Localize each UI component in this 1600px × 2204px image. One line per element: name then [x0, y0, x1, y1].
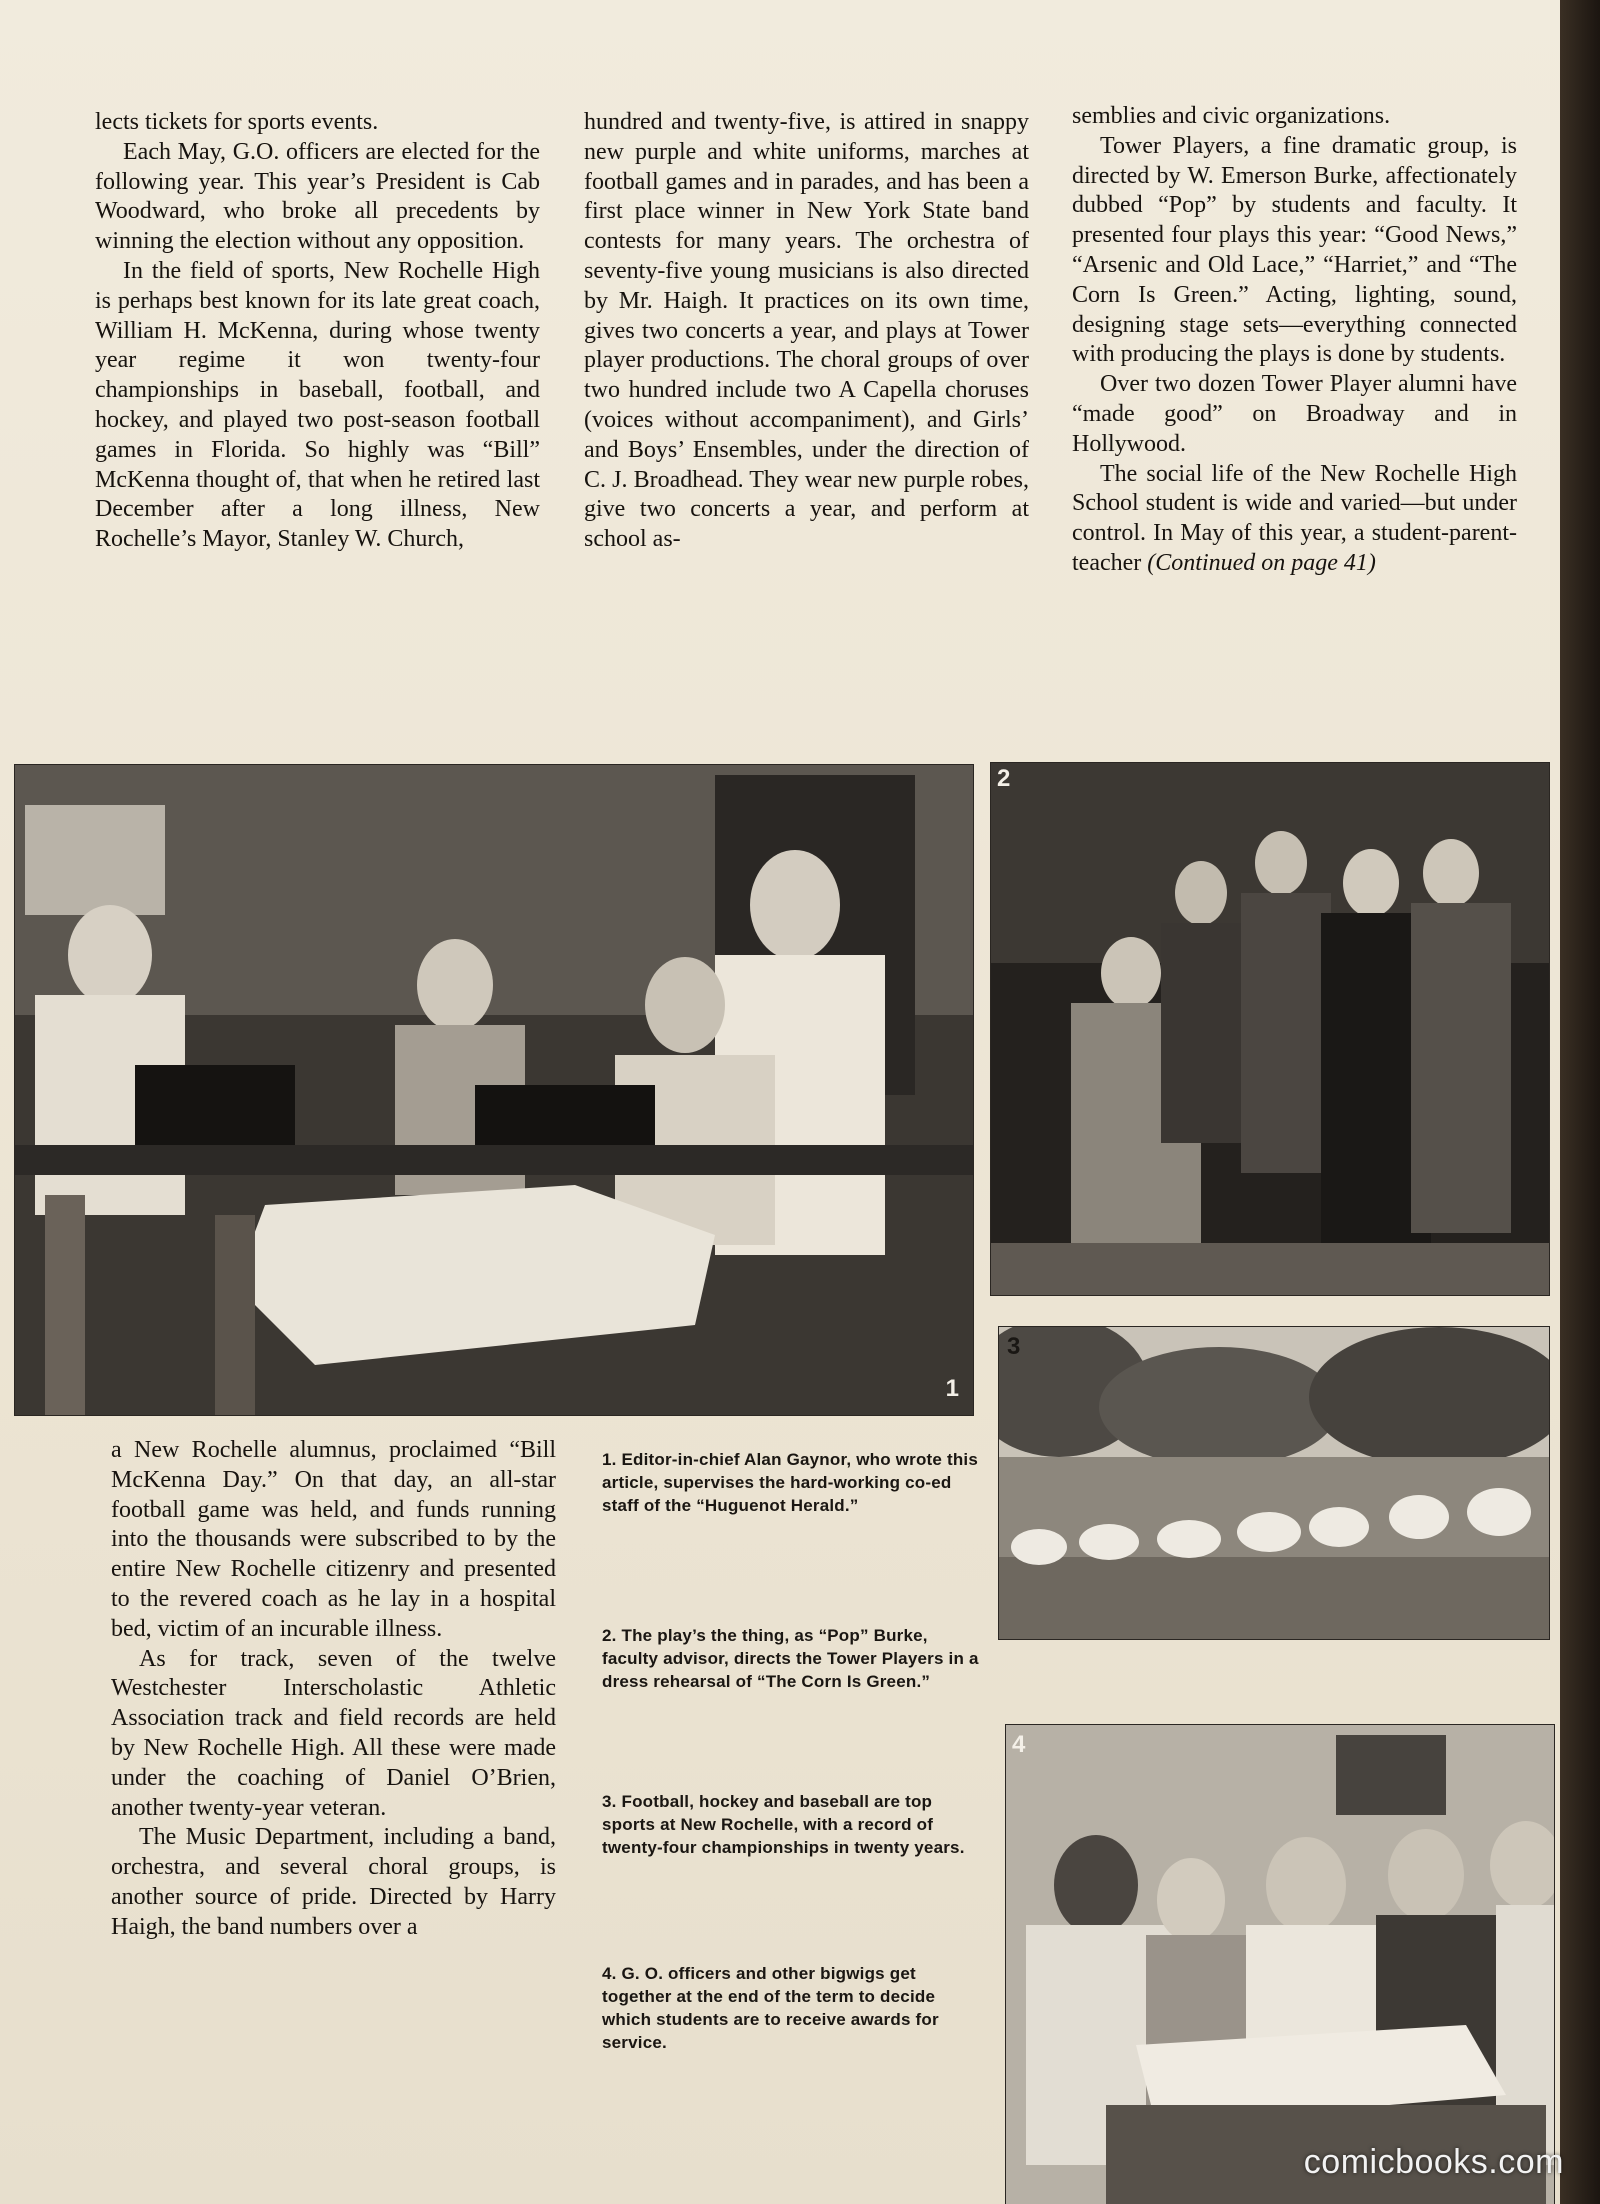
photo-caption-3: 3. Football, hockey and baseball are top sports at New Rochelle, with a record of twenty-four championships in twenty years.: [602, 1792, 965, 1857]
article-paragraph: a New Rochelle alumnus, proclaimed “Bill McKenna Day.” On that day, an all-star football game was held, and funds running into the thousands were subscribed to by the entire New Rochelle citizenry and presented to the revered coach as he lay in a hospital bed, victim of an incurable illness.: [111, 1437, 556, 1642]
photo-number: 4: [1012, 1731, 1026, 1758]
article-paragraph: Each May, G.O. officers are elected for the following year. This year’s President is Cab Woodward, who broke all precedents by winning the election without any opposition.: [95, 138, 540, 255]
photo-newspaper-staff: [14, 764, 974, 1416]
photo-number: 2: [997, 765, 1011, 792]
photo-caption-4: 4. G. O. officers and other bigwigs get together at the end of the term to decide which students are to receive awards for service.: [602, 1964, 939, 2052]
photo-number: 1: [945, 1375, 959, 1402]
article-paragraph: The social life of the New Rochelle High School student is wide and varied—but under control. In May of this year, a student-parent-teacher (Continued on page 41): [1072, 460, 1517, 576]
article-paragraph: Over two dozen Tower Player alumni have “made good” on Broadway and in Hollywood.: [1072, 371, 1517, 457]
photo-number: 3: [1007, 1333, 1021, 1360]
site-watermark: comicbooks.com: [1303, 2143, 1564, 2181]
article-paragraph: hundred and twenty-five, is attired in snappy new purple and white uniforms, marches at football games and in parades, and has been a first place winner in New York State band contests for many years. The orchestra of seventy-five young musicians is also directed by Mr. Haigh. It practices on its own time, gives two concerts a year, and plays at Tower player productions. The choral groups of over two hundred include two A Capella choruses (voices without accompaniment), and Girls’ and Boys’ Ensembles, under the direction of C. J. Broadhead. They wear new purple robes, give two concerts a year, and perform at school as-: [584, 109, 1029, 553]
article-column-3: [1072, 102, 1517, 579]
photo-caption-1: 1. Editor-in-chief Alan Gaynor, who wrote this article, supervises the hard-working co-ed staff of the “Huguenot Herald.”: [602, 1450, 978, 1515]
article-paragraph: lects tickets for sports events.: [95, 109, 379, 135]
photo-officers-meeting-illustration: [1006, 1725, 1554, 2204]
article-paragraph: In the field of sports, New Rochelle High is perhaps best known for its late great coach, William H. McKenna, during whose twenty year regime it won twenty-four championships in baseball, football, and hockey, and played two post-season football games in Florida. So highly was “Bill” McKenna thought of, that when he retired last December after a long illness, New Rochelle’s Mayor, Stanley W. Church,: [95, 257, 540, 553]
article-paragraph: As for track, seven of the twelve Westchester Interscholastic Athletic Association track and field records are held by New Rochelle High. All these were made under the coaching of Daniel O’Brien, another twenty-year veteran.: [111, 1645, 556, 1821]
photo-football-practice: [998, 1326, 1550, 1640]
article-paragraph: The Music Department, including a band, orchestra, and several choral groups, is another source of pride. Directed by Harry Haigh, the band numbers over a: [111, 1824, 556, 1940]
continued-note: (Continued on page 41): [1147, 549, 1376, 576]
article-column-2: [584, 108, 1029, 555]
article-column-1: [95, 108, 540, 555]
photo-football-practice-illustration: [999, 1327, 1549, 1639]
photo-caption-2: 2. The play’s the thing, as “Pop” Burke, faculty advisor, directs the Tower Players in a dress rehearsal of “The Corn Is Green.”: [602, 1626, 979, 1691]
article-paragraph: semblies and civic organizations.: [1072, 103, 1391, 129]
photo-dress-rehearsal-illustration: [991, 763, 1549, 1295]
photo-dress-rehearsal: [990, 762, 1550, 1296]
article-column-lower: [111, 1436, 556, 1943]
article-paragraph: Tower Players, a fine dramatic group, is directed by W. Emerson Burke, affectionately dubbed “Pop” by students and faculty. It presented four plays this year: “Good News,” “Arsenic and Old Lace,” “Harriet,” and “The Corn Is Green.” Acting, lighting, sound, designing stage sets—everything connected with producing the plays is done by students.: [1072, 132, 1517, 368]
page-binding-edge: [1560, 0, 1600, 2204]
photo-newspaper-staff-illustration: [15, 765, 973, 1415]
photo-officers-meeting: [1005, 1724, 1555, 2204]
